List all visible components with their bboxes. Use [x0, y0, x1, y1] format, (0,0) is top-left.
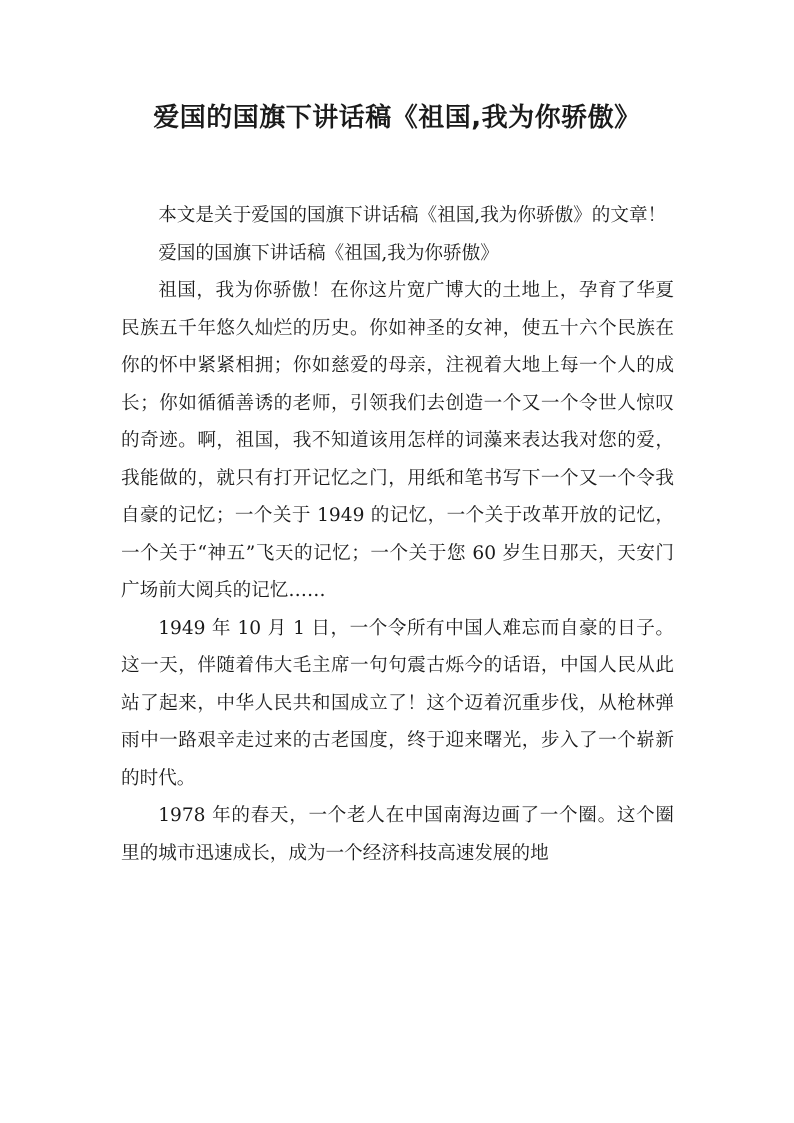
document-title: 爱国的国旗下讲话稿《祖国,我为你骄傲》 — [153, 103, 641, 133]
subtitle-paragraph: 爱国的国旗下讲话稿《祖国,我为你骄傲》 — [158, 242, 499, 264]
body-paragraph-motherland: 祖国，我为你骄傲！在你这片宽广博大的土地上，孕育了华夏民族五千年悠久灿烂的历史。你如神圣的女神，使五十六个民族在你的怀中紧紧相拥；你如慈爱的母亲，注视着大地上每一个人的成长；你如循循善诱的老师，引领我们去创造一个又一个令世人惊叹的奇迹。啊，祖国，我不知道该用怎样的词藻来表达我对您的爱，我能做的，就只有打开记忆之门，用纸和笔书写下一个又一个令我自豪的记忆；一个关于 1949 的记忆，一个关于改革开放的记忆，一个关于“神五”飞天的记忆；一个关于您 60 岁生日那天，天安门广场前大阅兵的记忆…… — [121, 280, 674, 601]
intro-paragraph: 本文是关于爱国的国旗下讲话稿《祖国,我为你骄傲》的文章！ — [158, 205, 667, 226]
body-paragraph-1978: 1978 年的春天，一个老人在中国南海边画了一个圈。这个圈里的城市迅速成长，成为一个经济科技高速发展的地 — [121, 805, 674, 864]
body-paragraph-1949: 1949 年 10 月 1 日，一个令所有中国人难忘而自豪的日子。这一天，伴随着伟大毛主席一句句震古烁今的话语，中国人民从此站了起来，中华人民共和国成立了！这个迈着沉重步伐，从枪林弹雨中一路艰辛走过来的古老国度，终于迎来曙光，步入了一个崭新的时代。 — [121, 617, 674, 789]
document-body — [121, 197, 674, 872]
